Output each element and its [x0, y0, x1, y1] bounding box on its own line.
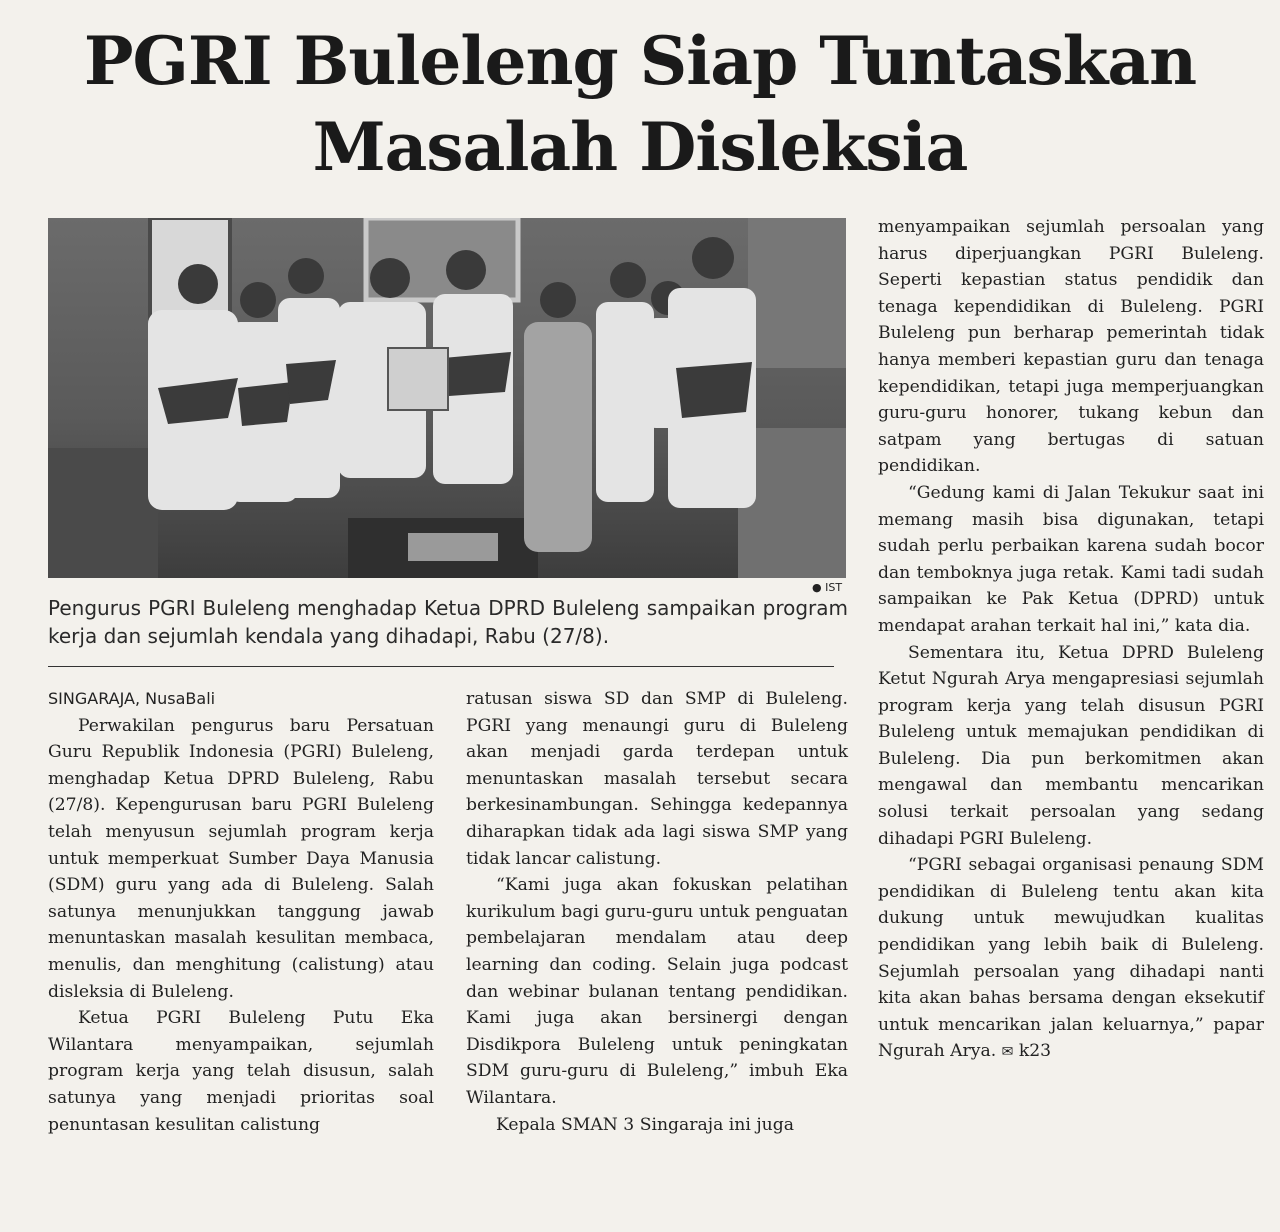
caption-divider	[48, 666, 834, 667]
paragraph: Kepala SMAN 3 Singaraja ini juga	[496, 1114, 794, 1135]
paragraph: “Gedung kami di Jalan Tekukur saat ini memang masih bisa digunakan, tetapi sudah perlu perbaikan karena sudah bocor dan temboknya juga retak. Kami tadi sudah sampaikan ke Pak Ketua (DPRD) untuk mendapat arahan terkait hal ini,” kata dia.	[878, 482, 1264, 636]
news-photo	[48, 218, 846, 578]
headline	[0, 18, 1280, 190]
paragraph: Sementara itu, Ketua DPRD Buleleng Ketut Ngurah Arya mengapresiasi sejumlah program kerja yang telah disusun PGRI Buleleng untuk memajukan pendidikan di Buleleng. Dia pun berkomitmen akan mengawal dan membantu mencarikan solusi terkait persoalan yang sedang dihadapi PGRI Buleleng.	[878, 642, 1264, 849]
paragraph-final	[878, 852, 1264, 1066]
paragraph: menyampaikan sejumlah persoalan yang harus diperjuangkan PGRI Buleleng. Seperti kepastian status pendidik dan tenaga kependidikan di Buleleng. PGRI Buleleng pun berharap pemerintah tidak hanya memberi kepastian guru dan tenaga kependidikan, tetapi juga memperjuangkan guru-guru honorer, tukang kebun dan satpam yang bertugas di satuan pendidikan.	[878, 217, 1264, 477]
paragraph: Ketua PGRI Buleleng Putu Eka Wilantara menyampaikan, sejumlah program kerja yang telah disusun, salah satunya yang menjadi prioritas soal penuntasan kesulitan calistung	[48, 1008, 434, 1135]
photo-caption: Pengurus PGRI Buleleng menghadap Ketua DPRD Buleleng sampaikan program kerja dan sejumlah kendala yang dihadapi, Rabu (27/8).	[48, 596, 848, 648]
paragraph: Perwakilan pengurus baru Persatuan Guru Republik Indonesia (PGRI) Buleleng, menghadap Ketua DPRD Buleleng, Rabu (27/8). Kepengurusan baru PGRI Buleleng telah menyusun sejumlah program kerja untuk memperkuat Sumber Daya Manusia (SDM) guru yang ada di Buleleng. Salah satunya menunjukkan tanggung jawab menuntaskan masalah kesulitan membaca, menulis, dan menghitung (calistung) atau disleksia di Buleleng.	[48, 715, 434, 1002]
paragraph: “Kami juga akan fokuskan pelatihan kurikulum bagi guru-guru untuk penguatan pembelajaran mendalam atau deep learning dan coding. Selain juga podcast dan webinar bulanan tentang pendidikan. Kami juga akan bersinergi dengan Disdikpora Buleleng untuk peningkatan SDM guru-guru di Buleleng,” imbuh Eka Wilantara.	[466, 875, 848, 1108]
author-code: k23	[1018, 1041, 1052, 1062]
photo-credit: ● IST	[812, 581, 843, 594]
end-mark-icon: ✉	[1001, 1044, 1014, 1061]
dateline: SINGARAJA, NusaBali	[48, 689, 216, 708]
paragraph: ratusan siswa SD dan SMP di Buleleng. PGRI yang menaungi guru di Buleleng akan menjadi garda terdepan untuk menuntaskan masalah tersebut secara berkesinambungan. Sehingga kedepannya diharapkan tidak ada lagi siswa SMP yang tidak lancar calistung.	[466, 689, 848, 869]
paragraph-final-text: “PGRI sebagai organisasi penaung SDM pendidikan di Buleleng tentu akan kita dukung untuk mewujudkan kualitas pendidikan yang lebih baik di Buleleng. Sejumlah persoalan yang dihadapi nanti kita akan bahas bersama dengan eksekutif untuk mencarikan jalan keluarnya,” papar Ngurah Arya.	[878, 855, 1264, 1062]
article-column-3	[878, 214, 1264, 1066]
headline-line-2: Masalah Disleksia	[312, 108, 968, 186]
group-photo-illustration	[48, 218, 846, 578]
headline-line-1: PGRI Buleleng Siap Tuntaskan	[83, 22, 1197, 100]
article-column-2	[466, 686, 848, 1138]
article-column-1	[48, 686, 434, 1138]
